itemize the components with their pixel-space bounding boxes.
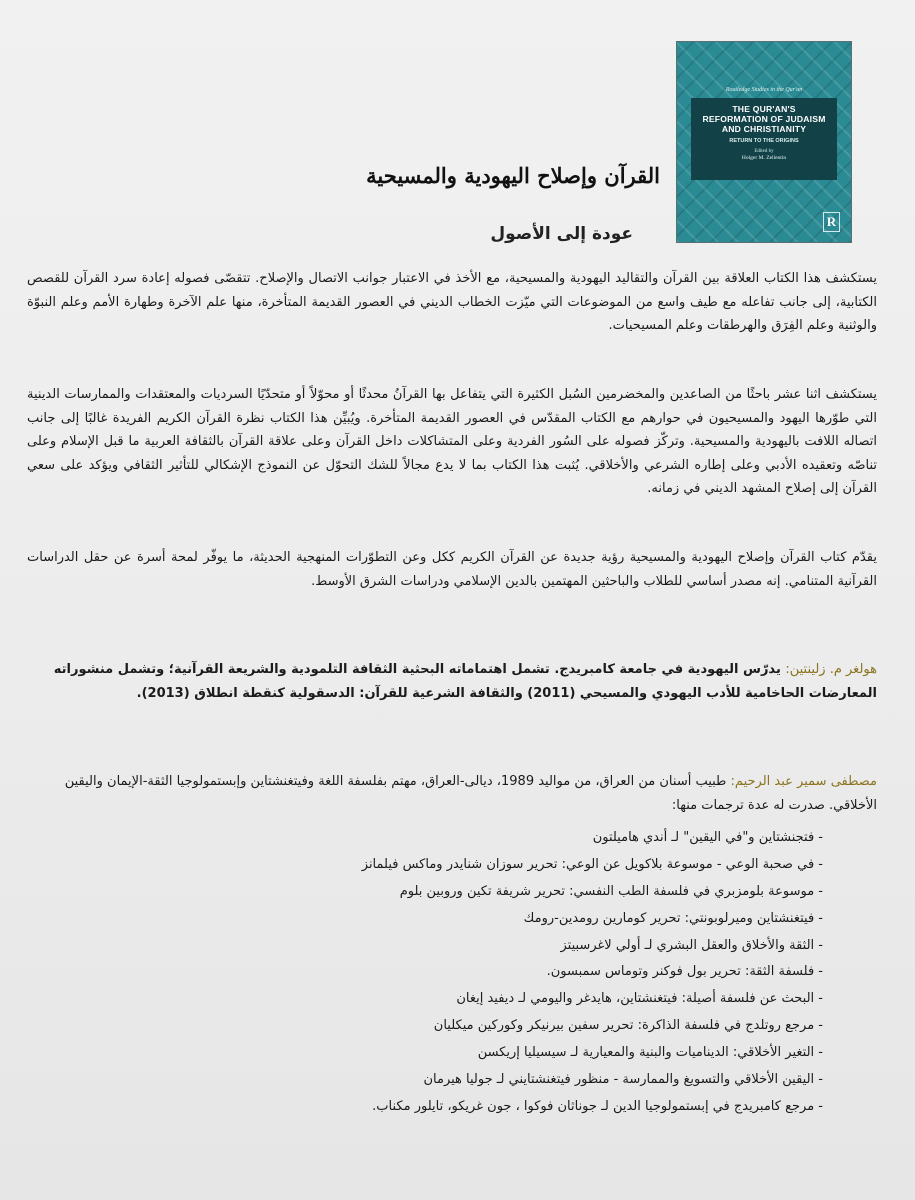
- paragraph-3: يقدّم كتاب القرآن وإصلاح اليهودية والمسيحية رؤية جديدة عن القرآن الكريم ككل وعن التطوّرات المنهجية الحديثة، ما يوفّر لمحة أسرة عن حقل الدراسات القرآنية المتنامي. إنه مصدر أساسي للطلاب والباحثين المهتمين بالدين الإسلامي ودراسات الشرق الأوسط.: [27, 550, 877, 589]
- paragraph-2: يستكشف اثنا عشر باحثًا من الصاعدين والمخضرمين السُبل الكثيرة التي يتفاعل بها القرآنُ محدثًا أو محوّلاً أو متحدّيًا السرديات والمعتقدات والممارسات الدينية التي طوّرها اليهود والمسيحيون في حوارهم مع الكتاب المقدّس في العصور القديمة المتأخرة. ويُبيِّن هذا الكتاب نظرة القرآن الكريم الفريدة غالبًا إلى جانب اتصاله اللافت باليهودية والمسيحية. وتركّز فصوله على السُور الفردية وعلى المتشاكلات داخل القرآن وعلى علاقة القرآن بالثقافة العربية ما قبل الإسلام وعلى تناصّه وتعقيده الأدبي وعلى إطاره الشرعي والأخلاقي. يُثبت هذا الكتاب بما لا يدع مجالاً للشك التحوّل عن النموذج الإشكالي للتأثير الثقافي ويؤكد على سعي القرآن إلى إصلاح المشهد الديني في زمانه.: [27, 387, 877, 496]
- cover-title-line: THE QUR'AN'S: [732, 104, 796, 114]
- description-paragraph: [27, 383, 877, 501]
- list-item: - التغير الأخلاقي: الديناميات والبنية والمعيارية لـ سيسيليا إريكسن: [63, 1040, 823, 1067]
- book-title: القرآن وإصلاح اليهودية والمسيحية: [366, 163, 660, 188]
- list-item: - موسوعة بلومزبري في فلسفة الطب النفسي: تحرير شريفة تكين وروبين بلوم: [63, 879, 823, 906]
- list-item: - البحث عن فلسفة أصيلة: فيتغنشتاين، هايدغر واليومي لـ ديفيد إيغان: [63, 986, 823, 1013]
- author-name: هولغر م. زلينتين:: [785, 662, 877, 677]
- translator-bio-text: طبيب أسنان من العراق، من مواليد 1989، ديالى-العراق، مهتم بفلسفة اللغة وفيتغنشتاين وإبستمولوجيا الثقة-الإيمان واليقين الأخلاقي. صدرت له عدة ترجمات منها:: [64, 774, 877, 813]
- list-item: - فلسفة الثقة: تحرير بول فوكنر وتوماس سمبسون.: [63, 959, 823, 986]
- translator-name: مصطفى سمير عبد الرحيم:: [730, 774, 877, 789]
- cover-author: Holger M. Zellentin: [741, 155, 787, 161]
- cover-title-line: REFORMATION OF JUDAISM: [702, 114, 826, 124]
- book-subtitle: عودة إلى الأصول: [490, 224, 633, 244]
- author-bio: [27, 658, 877, 705]
- list-item: - فيتغنشتاين وميرلوبونتي: تحرير كومارين رومدين-رومك: [63, 906, 823, 933]
- author-bio-text: يدرّس اليهودية في جامعة كامبريدج. تشمل اهتماماته البحثية الثقافة التلمودية والشريعة القرآنية؛ وتشمل منشوراته المعارضات الحاخامية للأدب اليهودي والمسيحي (2011) والثقافة الشرعية للقرآن: الدسقولية كنقطة انطلاق (2013).: [53, 662, 877, 701]
- description-paragraph: [27, 267, 877, 338]
- cover-title-line: AND CHRISTIANITY: [721, 124, 807, 134]
- list-item: - مرجع روتلدج في فلسفة الذاكرة: تحرير سفين بيرنيكر وكوركين ميكليان: [63, 1013, 823, 1040]
- list-item: - في صحبة الوعي - موسوعة بلاكويل عن الوعي: تحرير سوزان شنايدر وماكس فيلمانز: [63, 852, 823, 879]
- cover-edited-by: Edited by: [754, 149, 774, 154]
- book-cover-thumbnail: [676, 41, 852, 243]
- publisher-logo: R: [823, 212, 840, 232]
- cover-title-band: [691, 98, 837, 180]
- translator-bio: [27, 770, 877, 817]
- list-item: - فتجنشتاين و"في اليقين" لـ أندي هاميلتون: [63, 825, 823, 852]
- list-item: - اليقين الأخلاقي والتسويغ والممارسة - منظور فيتغنشتايني لـ جوليا هيرمان: [63, 1067, 823, 1094]
- list-item: - مرجع كامبريدج في إبستمولوجيا الدين لـ جوناثان فوكوا ، جون غريكو، تايلور مكناب.: [63, 1094, 823, 1121]
- paragraph-1: يستكشف هذا الكتاب العلاقة بين القرآن والتقاليد اليهودية والمسيحية، مع الأخذ في الاعتبار جوانب الاتصال والإصلاح. تتقصّى فصوله إعادة سرد القرآن للقصص الكتابية، إلى جانب تفاعله مع طيف واسع من الموضوعات التي ميّزت الخطاب الديني في العصور القديمة المتأخرة، منها علم الآخرة وطهارة الأمم وعلم النبوّة والوثنية وعلم الفِرَق والهرطقات وعلم المسيحيات.: [27, 271, 877, 333]
- cover-series: Routledge Studies in the Qur'an: [725, 87, 803, 93]
- description-paragraph: [27, 546, 877, 593]
- list-item: - الثقة والأخلاق والعقل البشري لـ أولي لاغرسبيتز: [63, 933, 823, 960]
- cover-subtitle: RETURN TO THE ORIGINS: [729, 138, 799, 144]
- translations-list: [63, 825, 823, 1121]
